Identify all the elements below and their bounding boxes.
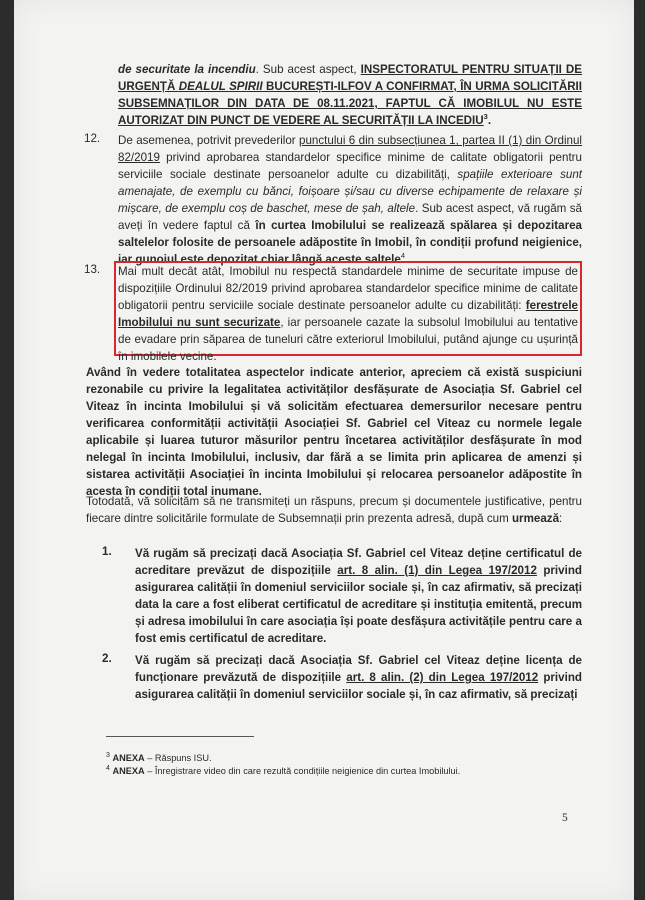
p12-end: . <box>405 253 409 266</box>
footnote-3-text: – Răspuns ISU. <box>144 753 212 763</box>
p13-windows-statement: ferestrele Imobilului nu sunt securizate <box>118 299 578 329</box>
intro-phrase: de securitate la incendiu <box>118 63 256 76</box>
footnote-3-label: ANEXA <box>112 753 145 763</box>
document-page <box>14 0 634 900</box>
request-colon: : <box>559 512 563 525</box>
p12-text-c: privind aprobarea standardelor specifice minime de calitate obligatorii pentru serviciile sociale destinate persoanelor adulte cu dizabilități, <box>118 151 582 181</box>
suspicion-paragraph: Având în vedere totalitatea aspectelor indicate anterior, apreciem că există suspiciuni rezonabile cu privire la legalitatea activităților desfășurate de Asociația Sf. Gabriel cel Viteaz în incinta Imobilului și vă solicităm efectuarea demersurilor necesare pentru verificarea conformității activității Asociației Sf. Gabriel cel Viteaz cu normele legale aplicabile și luarea tuturor măsurilor pentru încetarea activităților desfășurate în mod nelegal în incinta Imobilului, inclusiv, dar fără a se limita prin aplicarea de amenzi și sistarea activității Asociației în incinta Imobilului și relocarea persoanelor adăpostite în acesta în condiții total inumane. <box>86 366 582 498</box>
footnote-3-number: 3 <box>106 751 110 759</box>
footnote-4-text: – Înregistrare video din care rezultă condițiile neigienice din curtea Imobilului. <box>144 766 461 776</box>
page-number: 5 <box>562 812 568 824</box>
footnote-4 <box>106 765 460 777</box>
footnote-ref-4: 4 <box>400 251 406 261</box>
footnote-4-label: ANEXA <box>112 766 145 776</box>
intro-end: . <box>487 114 492 127</box>
request-follows: urmează <box>511 512 560 525</box>
list-item-2-law-ref: art. 8 alin. (2) din Legea 197/2012 <box>346 671 539 684</box>
paragraph-12-number: 12. <box>84 132 101 145</box>
footnote-3 <box>106 752 212 764</box>
p12-text-e: . Sub acest aspect, vă rugăm să aveți în vedere faptul că <box>118 202 582 232</box>
list-item-2-text-c: privind asigurarea calității în domeniul serviciilor sociale și, în caz afirmativ, să precizați <box>135 671 582 701</box>
paragraph-13 <box>118 263 578 365</box>
list-item-1-number: 1. <box>102 545 112 558</box>
request-text: Totodată, vă solicităm să ne transmiteți un răspuns, precum și documentele justificative, pentru fiecare dintre solicitările formulate de Subsemnații prin prezenta adresă, după cum <box>86 495 582 525</box>
request-paragraph <box>86 493 582 527</box>
list-item-1 <box>135 545 582 647</box>
list-item-2-text-a: Vă rugăm să precizați dacă Asociația Sf. Gabriel cel Viteaz deține licența de funcționare prevăzută de dispozițiile <box>135 654 582 684</box>
footnote-divider <box>106 736 254 737</box>
footnote-4-number: 4 <box>106 764 110 772</box>
p12-ordinance-ref: punctului 6 din subsecțiunea 1, partea II (1) din Ordinul 82/2019 <box>118 134 582 164</box>
isu-statement-a: INSPECTORATUL PENTRU SITUAȚII DE URGENȚĂ <box>118 63 583 93</box>
intro-connector: . Sub acest aspect, <box>255 63 361 76</box>
p12-quote: spațiile exterioare sunt amenajate, de exemplu cu bănci, foișoare și/sau cu diverse echipamente de relaxare și mișcare, de exemplu coș de baschet, mese de șah, altele <box>118 168 582 215</box>
isu-statement-dealul: DEALUL SPIRII <box>178 80 263 93</box>
list-item-1-text-c: privind asigurarea calității în domeniul serviciilor sociale și, în caz afirmativ, să precizați data la care a fost eliberat certificatul de acreditare și instituția emitentă, precum și adresa imobilului în care asociația își poate desfășura activitățile pentru care a fost emis certificatul de acreditare. <box>135 564 582 645</box>
paragraph-13-number: 13. <box>84 263 101 276</box>
list-item-2 <box>135 652 582 703</box>
list-item-1-law-ref: art. 8 alin. (1) din Legea 197/2012 <box>337 564 537 577</box>
p13-text-c: , iar persoanele cazate la subsolul Imobilului au tentative de evadare prin săparea de tuneluri către exteriorul Imobilului, putând ajunge cu ușurință în imobilele vecine. <box>118 316 578 363</box>
list-item-1-text-a: Vă rugăm să precizați dacă Asociația Sf. Gabriel cel Viteaz deține certificatul de acreditare prevăzut de dispozițiile <box>135 547 582 577</box>
list-item-2-number: 2. <box>102 652 112 665</box>
p12-bold-statement: în curtea Imobilului se realizează spălarea și depozitarea saltelelor folosite de persoanele adăpostite în Imobil, în condiții profund neigienice, iar gunoiul este depozitat chiar lângă aceste saltele <box>118 219 582 266</box>
paragraph-12 <box>118 132 582 268</box>
p12-text-a: De asemenea, potrivit prevederilor <box>118 134 300 147</box>
isu-statement-b: BUCUREȘTI-ILFOV A CONFIRMAT, ÎN URMA SOLICITĂRII SUBSEMNAȚILOR DIN DATA DE 08.11.2021, FAPTUL CĂ IMOBILUL NU ESTE AUTORIZAT DIN PUNCT DE VEDERE AL SECURITĂȚII LA INCEDIU <box>118 80 583 127</box>
p13-text-a: Mai mult decât atât, Imobilul nu respectă standardele minime de securitate impuse de dispozițiile Ordinului 82/2019 privind aprobarea standardelor specifice minime de calitate obligatorii pentru serviciile sociale destinate persoanelor adulte cu dizabilități: <box>118 265 578 312</box>
footnote-ref-3: 3 <box>483 112 488 122</box>
intro-paragraph <box>118 61 582 129</box>
